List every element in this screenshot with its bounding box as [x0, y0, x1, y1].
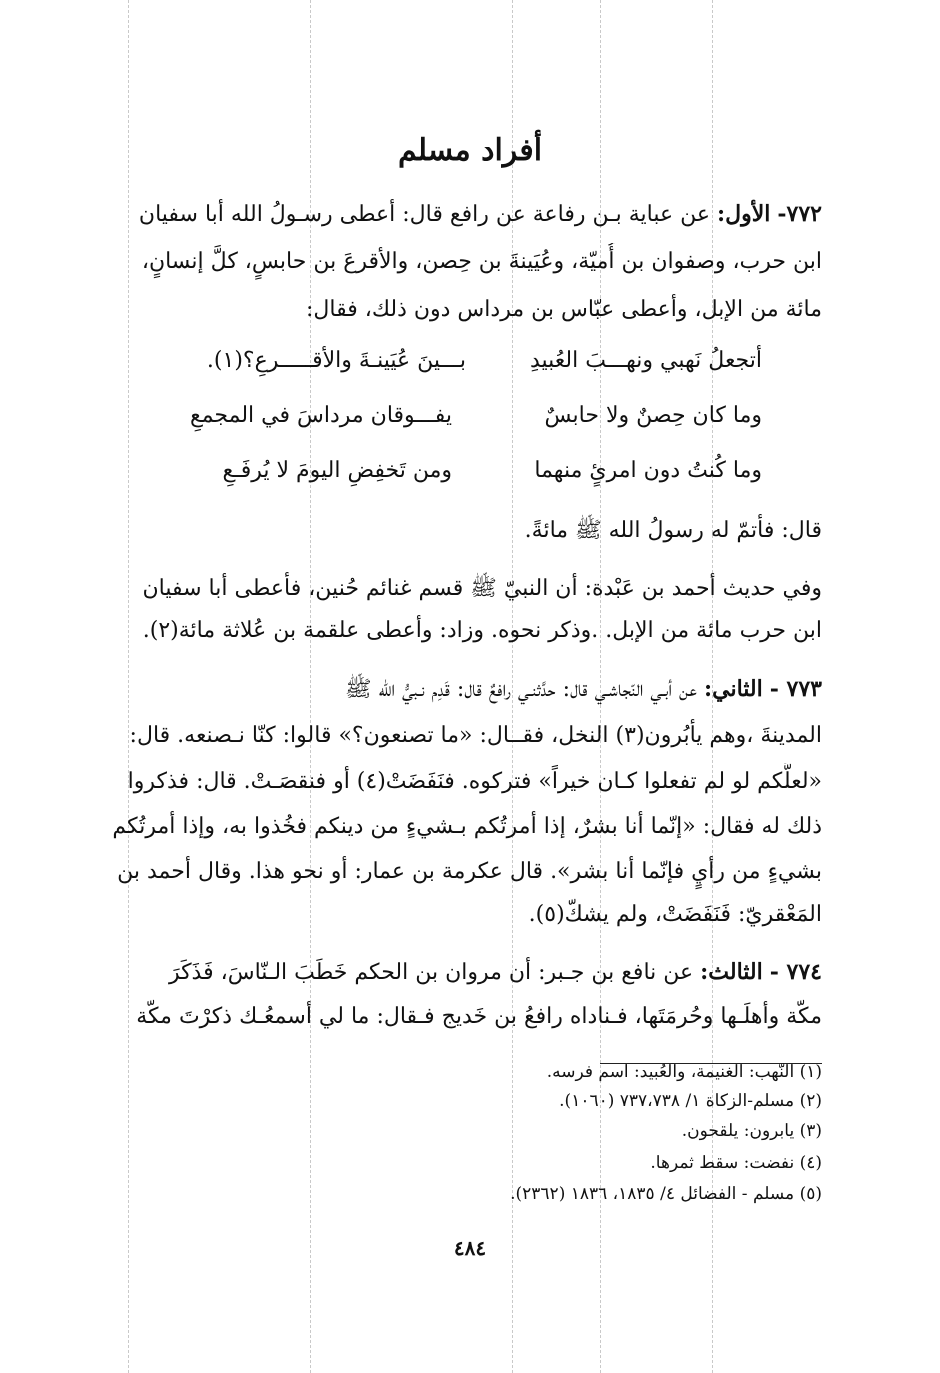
verse-2-second-hemistich: يفـــوقان مرداسَ في المجمعِ	[189, 403, 452, 428]
verse-3-first-hemistich: وما كُنتُ دون امرئٍ منهما	[534, 458, 762, 483]
verse-3-second-hemistich: ومن تَخفِضِ اليومَ لا يُرفَـعِ	[222, 458, 452, 483]
hadith-773-label: الثاني:	[704, 676, 763, 702]
footnote-5: (٥) مسلم - الفضائل ٤/ ١٨٣٥، ١٨٣٦ (٢٣٦٢).	[510, 1184, 822, 1204]
footnote-3: (٣) يابرون: يلقحون.	[681, 1121, 822, 1141]
hadith-772-closing: قال: فأتمّ له رسولُ الله ﷺ مائةً.	[524, 518, 822, 543]
page-title: أفراد مسلم	[397, 133, 543, 168]
hadith-772-line-2: ابن حرب، وصفوان بن أُميّة، وعُيَينةَ بن حِصن، والأقرعَ بن حابسٍ، كلَّ إنسانٍ،	[141, 249, 822, 274]
hadith-772-line-3: مائة من الإبل، وأعطى عبّاس بن مرداس دون ذلك، فقال:	[305, 297, 822, 322]
hadith-774-label: الثالث:	[700, 959, 763, 985]
hadith-774-number: ٧٧٤ -	[769, 959, 822, 985]
hadith-772-line-1	[110, 195, 822, 234]
hadith-773-text: عن أبـي النّجاشـي قال: حدَّثنـي رافعٌ قال: قَدِم نـبيُّ الله ﷺ	[345, 677, 697, 702]
hadith-773-line-3: «لعلَّكم لو لم تفعلوا كـان خيراً» فتركوه. فنَفَضَتْ(٤) أو فنقصَـتْ. قال: فذكروا	[127, 769, 822, 794]
hadith-774-line-2: مكّة وأهلَـها وحُرمَتَها، فـناداه رافعُ بن خَديج فـقال: ما لي أسمعُـك ذكرْتَ مكّة	[136, 1004, 822, 1029]
verse-2-first-hemistich: وما كان حِصنٌ ولا حابسٌ	[544, 403, 762, 428]
hadith-774-text: عن نافع بن جـبر: أن مروان بن الحكم خَطَبَ الـنّاسَ، فَذَكَرَ	[168, 960, 694, 985]
variant-line-2: ابن حرب مائة من الإبل. .وذكر نحوه. وزاد: وأعطى علقمة بن عُلاثة مائة(٢).	[142, 618, 822, 643]
hadith-773-line-1	[110, 670, 822, 709]
page-number: ٤٨٤	[453, 1236, 487, 1260]
hadith-773-line-6: المَعْقريّ: فَنَفَضَتْ، ولم يشكّ(٥).	[528, 902, 822, 927]
hadith-773-line-2: المدينةَ ،وهم يأبُرون(٣) النخل، فقــال: «ما تصنعون؟» قالوا: كنّا نـصنعه. قال:	[129, 723, 822, 748]
hadith-773-number: ٧٧٣ -	[769, 676, 822, 702]
hadith-772-text: عن عباية بـن رفاعة عن رافع قال: أعطى رسـولُ الله أبا سفيان	[138, 202, 711, 227]
verse-1-second-hemistich: بـــينَ عُيَينـةَ والأقـــــرعِ؟(١).	[206, 348, 466, 373]
hadith-773-line-4: ذلك له فقال: «إنّما أنا بشرٌ، إذا أمرتُكم بـشيءٍ من دينكم فخُذوا به، وإذا أمرتُكم	[112, 814, 822, 839]
footnote-1: (١) النّهب: الغنيمة، والعُبيد: اسم فرسه.	[546, 1062, 822, 1082]
footnote-4: (٤) نفضت: سقط ثمرها.	[650, 1153, 822, 1173]
hadith-773-line-5: بشيءٍ من رأيٍ فإنّما أنا بشر». قال عكرمة بن عمار: أو نحو هذا. وقال أحمد بن	[117, 859, 822, 884]
hadith-772-label: الأول:	[717, 201, 771, 227]
variant-line-1: وفي حديث أحمد بن عَبْدة: أن النبيّ ﷺ قسم غنائم حُنين، فأعطى أبا سفيان	[142, 576, 822, 601]
verse-1-first-hemistich: أتجعلُ نَهبي ونهـــبَ العُبيدِ	[529, 348, 762, 373]
hadith-774-line-1	[110, 953, 822, 992]
footnote-2: (٢) مسلم-الزكاة ١/ ٧٣٧،٧٣٨ (١٠٦٠).	[559, 1091, 822, 1111]
hadith-772-number: ٧٧٢-	[777, 201, 822, 227]
